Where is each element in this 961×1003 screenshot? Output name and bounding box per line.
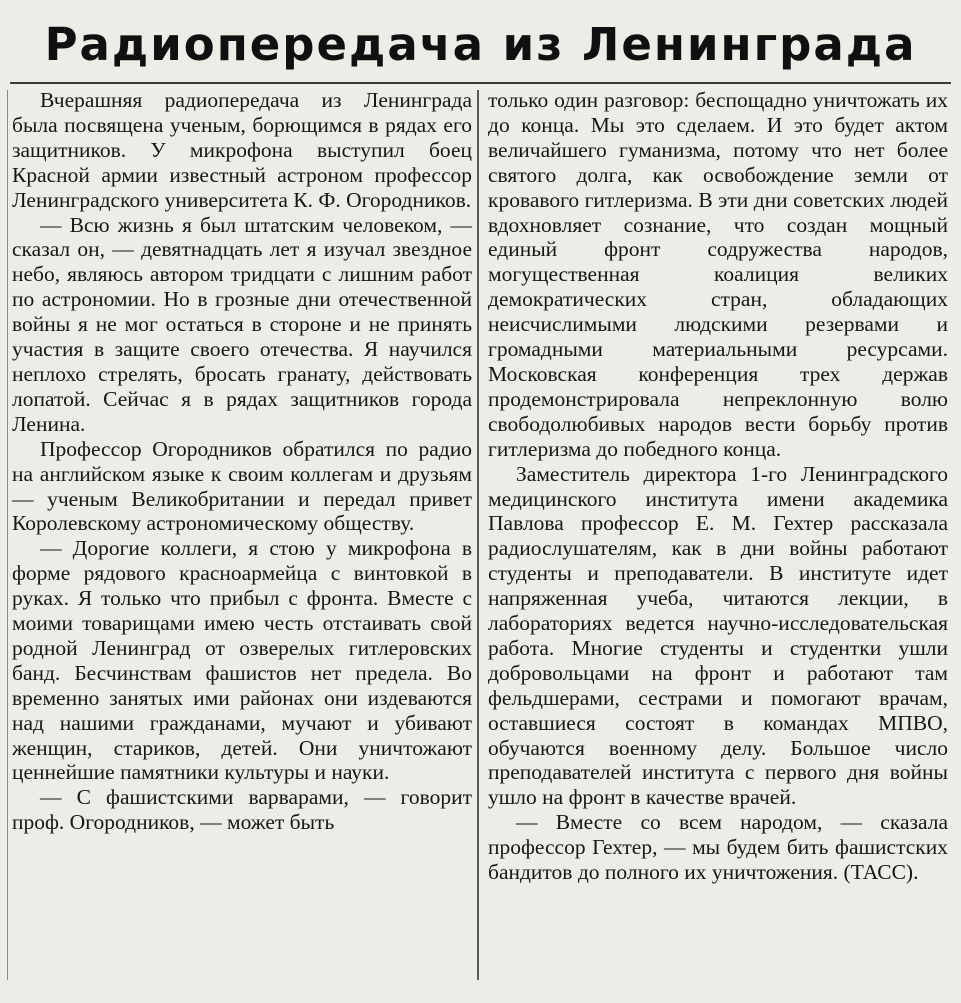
right-column bbox=[488, 88, 948, 885]
paragraph: — Вместе со всем народом, — сказала профессор Гехтер, — мы будем бить фашистских бандитов до полного их уничтожения. (ТАСС). bbox=[488, 810, 948, 885]
paragraph: — С фашистскими варварами, — говорит проф. Огородников, — может быть bbox=[12, 785, 472, 835]
paragraph: — Всю жизнь я был штатским человеком, — сказал он, — девятнадцать лет я изучал звездное небо, являюсь автором тридцати с лишним работ по астрономии. Но в грозные дни отечественной войны я не мог остаться в стороне и не принять участия в защите своего отечества. Я научился неплохо стрелять, бросать гранату, действовать лопатой. Сейчас я в рядах защитников города Ленина. bbox=[12, 212, 472, 436]
column-divider bbox=[477, 90, 479, 980]
headline-rule bbox=[10, 82, 951, 84]
paragraph: Вчерашняя радиопередача из Ленинграда была посвящена ученым, борющимся в рядах его защитников. У микрофона выступил боец Красной армии известный астроном профессор Ленинградского университета К. Ф. Огородников. bbox=[12, 88, 472, 212]
left-column bbox=[12, 88, 472, 835]
left-border-rule bbox=[7, 90, 8, 980]
paragraph: — Дорогие коллеги, я стою у микрофона в форме рядового красноармейца с винтовкой в руках. Я только что прибыл с фронта. Вместе с моими товарищами имею честь отстаивать свой родной Ленинград от озверелых гитлеровских банд. Бесчинствам фашистов нет предела. Во временно занятых ими районах они издеваются над нашими гражданами, мучают и убивают женщин, стариков, детей. Они уничтожают ценнейшие памятники культуры и науки. bbox=[12, 536, 472, 785]
paragraph: только один разговор: беспощадно уничтожать их до конца. Мы это сделаем. И это будет актом величайшего гуманизма, потому что нет более святого долга, как освобождение земли от кровавого гитлеризма. В эти дни советских людей вдохновляет сознание, что создан мощный единый фронт содружества народов, могущественная коалиция великих демократических стран, обладающих неисчислимыми людскими резервами и громадными материальными ресурсами. Московская конференция трех держав продемонстрировала непреклонную волю свободолюбивых народов вести борьбу против гитлеризма до победного конца. bbox=[488, 88, 948, 461]
article-headline: Радиопередача из Ленинграда bbox=[44, 18, 917, 71]
paragraph: Профессор Огородников обратился по радио на английском языке к своим коллегам и друзьям — ученым Великобритании и передал привет Королевскому астрономическому обществу. bbox=[12, 436, 472, 536]
paragraph: Заместитель директора 1-го Ленинградского медицинского института имени академика Павлова профессор Е. М. Гехтер рассказала радиослушателям, как в дни войны работают студенты и преподаватели. В институте идет напряженная учеба, читаются лекции, в лабораториях ведется научно-исследовательская работа. Многие студенты и студентки ушли добровольцами на фронт и работают там фельдшерами, сестрами и помогают врачам, оставшиеся состоят в командах МПВО, обучаются военному делу. Большое число преподавателей института с первого дня войны ушло на фронт в качестве врачей. bbox=[488, 461, 948, 810]
